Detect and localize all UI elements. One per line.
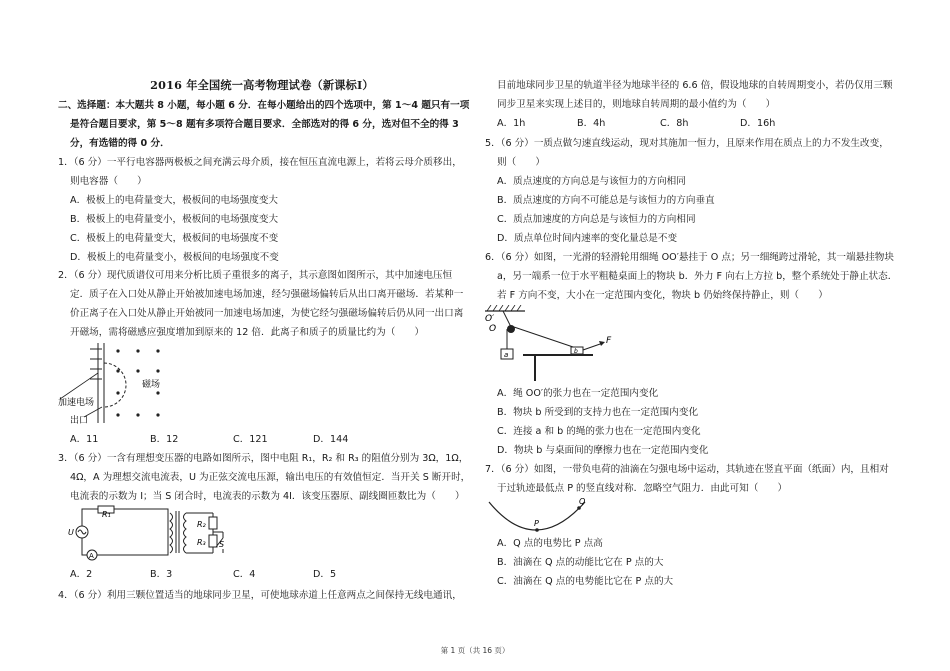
q6-stem-line3: 若 F 方向不变，大小在一定范围内变化，物块 b 仍始终保持静止，则（ ）: [497, 290, 828, 301]
q6-option-c: C．连接 a 和 b 的绳的张力也在一定范围内变化: [497, 426, 701, 437]
pulley-figure: [485, 305, 625, 383]
page-footer: 第 1 页（共 16 页）: [440, 646, 510, 655]
q5-option-a: A．质点速度的方向总是与该恒力的方向相同: [497, 176, 686, 187]
q7-option-a: A．Q 点的电势比 P 点高: [497, 538, 603, 549]
q2-stem-line1: 2．（6 分）现代质谱仪可用来分析比质子重很多的离子，其示意图如图所示，其中加速电压恒: [58, 270, 453, 281]
f-label: F: [606, 336, 612, 346]
r3-label: R₃: [197, 538, 206, 547]
r2-label: R₂: [197, 520, 206, 529]
q6-option-a: A．绳 OO′的张力也在一定范围内变化: [497, 388, 659, 399]
q2-stem-line2: 定．质子在入口处从静止开始被加速电场加速，经匀强磁场偏转后从出口离开磁场．若某种一: [70, 289, 464, 300]
q1-option-d: D．极板上的电荷量变小，极板间的电场强度不变: [70, 252, 279, 263]
q4-option-a: A．1h: [497, 118, 526, 129]
q4-option-c: C．8h: [660, 118, 689, 129]
q5-stem-line2: 则（ ）: [497, 157, 545, 168]
q3-option-d: D．5: [313, 569, 337, 580]
q5-option-b: B．质点速度的方向不可能总是与该恒力的方向垂直: [497, 195, 715, 206]
q3-stem-line3: 电流表的示数为 I；当 S 闭合时，电流表的示数为 4I．该变压器原、副线圈匝数比为（ ）: [70, 491, 465, 502]
q1-stem-line2: 则电容器（ ）: [70, 176, 147, 187]
p-label: P: [534, 519, 539, 528]
q1-option-c: C．极板上的电荷量变大，极板间的电场强度不变: [70, 233, 279, 244]
a-label: a: [504, 351, 509, 359]
q2-option-b: B．12: [150, 434, 179, 445]
q2-option-a: A．11: [70, 434, 99, 445]
q7-stem-line1: 7．（6 分）如图，一带负电荷的油滴在匀强电场中运动，其轨迹在竖直平面（纸面）内，且相对: [485, 464, 889, 475]
q4-stem-line1: 4．（6 分）利用三颗位置适当的地球同步卫星，可使地球赤道上任意两点之间保持无线电通讯，: [58, 590, 462, 601]
q1-stem-line1: 1．（6 分）一平行电容器两极板之间充满云母介质，接在恒压直流电源上，若将云母介质移出，: [58, 157, 462, 168]
u-label: U: [68, 528, 74, 537]
q3-stem-line1: 3．（6 分）一含有理想变压器的电路如图所示，图中电阻 R₁，R₂ 和 R₃ 的阻值分别为 3Ω，1Ω，: [58, 453, 469, 464]
q3-option-b: B．3: [150, 569, 173, 580]
section-heading-line2: 是符合题目要求，第 5～8 题有多项符合题目要求．全部选对的得 6 分，选对但不全的得 3: [70, 119, 459, 130]
q2-option-c: C．121: [233, 434, 268, 445]
q4-option-b: B．4h: [577, 118, 606, 129]
q7-option-b: B．油滴在 Q 点的动能比它在 P 点的大: [497, 557, 664, 568]
r1-label: R₁: [102, 510, 111, 519]
q5-option-c: C．质点加速度的方向总是与该恒力的方向相同: [497, 214, 696, 225]
q4-option-d: D．16h: [740, 118, 776, 129]
exit-label: 出口: [70, 416, 89, 425]
q6-option-b: B．物块 b 所受到的支持力也在一定范围内变化: [497, 407, 699, 418]
q7-stem-line2: 于过轨迹最低点 P 的竖直线对称．忽略空气阻力．由此可知（ ）: [497, 483, 788, 494]
field-label: 磁场: [142, 380, 161, 390]
mass-spectrometer-figure: [58, 343, 188, 425]
q3-option-c: C．4: [233, 569, 256, 580]
ammeter-label: A: [89, 552, 94, 560]
page-title: 2016 年全国统一高考物理试卷（新课标Ⅰ）: [150, 78, 374, 92]
q-label: Q: [579, 497, 586, 506]
q6-stem-line2: a，另一端系一位于水平粗糙桌面上的物块 b．外力 F 向右上方拉 b，整个系统处于静止状态．: [497, 271, 898, 282]
q7-option-c: C．油滴在 Q 点的电势能比它在 P 点的大: [497, 576, 674, 587]
q5-option-d: D．质点单位时间内速率的变化量总是不变: [497, 233, 678, 244]
q2-stem-line4: 开磁场，需将磁感应强度增加到原来的 12 倍．此离子和质子的质量比约为（ ）: [70, 327, 425, 338]
o-prime-label: O′: [485, 314, 495, 324]
q6-option-d: D．物块 b 与桌面间的摩擦力也在一定范围内变化: [497, 445, 709, 456]
accel-label: 加速电场: [58, 398, 95, 408]
transformer-circuit-figure: [68, 505, 228, 563]
q3-stem-line2: 4Ω，A 为理想交流电流表，U 为正弦交流电压源，输出电压的有效值恒定．当开关 S 断开时，: [70, 472, 471, 483]
q1-option-a: A．极板上的电荷量变大，极板间的电场强度变大: [70, 195, 279, 206]
q3-option-a: A．2: [70, 569, 93, 580]
o-label: O: [489, 324, 497, 334]
q5-stem-line1: 5．（6 分）一质点做匀速直线运动，现对其施加一恒力，且原来作用在质点上的力不发生改变，: [485, 138, 889, 149]
trajectory-figure: [485, 496, 595, 536]
q4-stem-line2: 目前地球同步卫星的轨道半径为地球半径的 6.6 倍，假设地球的自转周期变小，若仍仅用三颗: [497, 80, 893, 91]
q4-stem-line3: 同步卫星来实现上述目的，则地球自转周期的最小值约为（ ）: [497, 99, 776, 110]
section-heading-line3: 分，有选错的得 0 分．: [70, 138, 170, 149]
b-label: b: [574, 348, 578, 355]
switch-label: S: [219, 540, 225, 549]
section-heading-line1: 二、选择题：本大题共 8 小题，每小题 6 分．在每小题给出的四个选项中，第 1～4 题只有一项: [58, 100, 470, 111]
q6-stem-line1: 6．（6 分）如图，一光滑的轻滑轮用细绳 OO′悬挂于 O 点；另一细绳跨过滑轮，其一端悬挂物块: [485, 252, 894, 263]
q2-option-d: D．144: [313, 434, 349, 445]
q2-stem-line3: 价正离子在入口处从静止开始被同一加速电场加速，为使它经匀强磁场偏转后仍从同一出口离: [70, 308, 464, 319]
q1-option-b: B．极板上的电荷量变小，极板间的电场强度变大: [70, 214, 279, 225]
